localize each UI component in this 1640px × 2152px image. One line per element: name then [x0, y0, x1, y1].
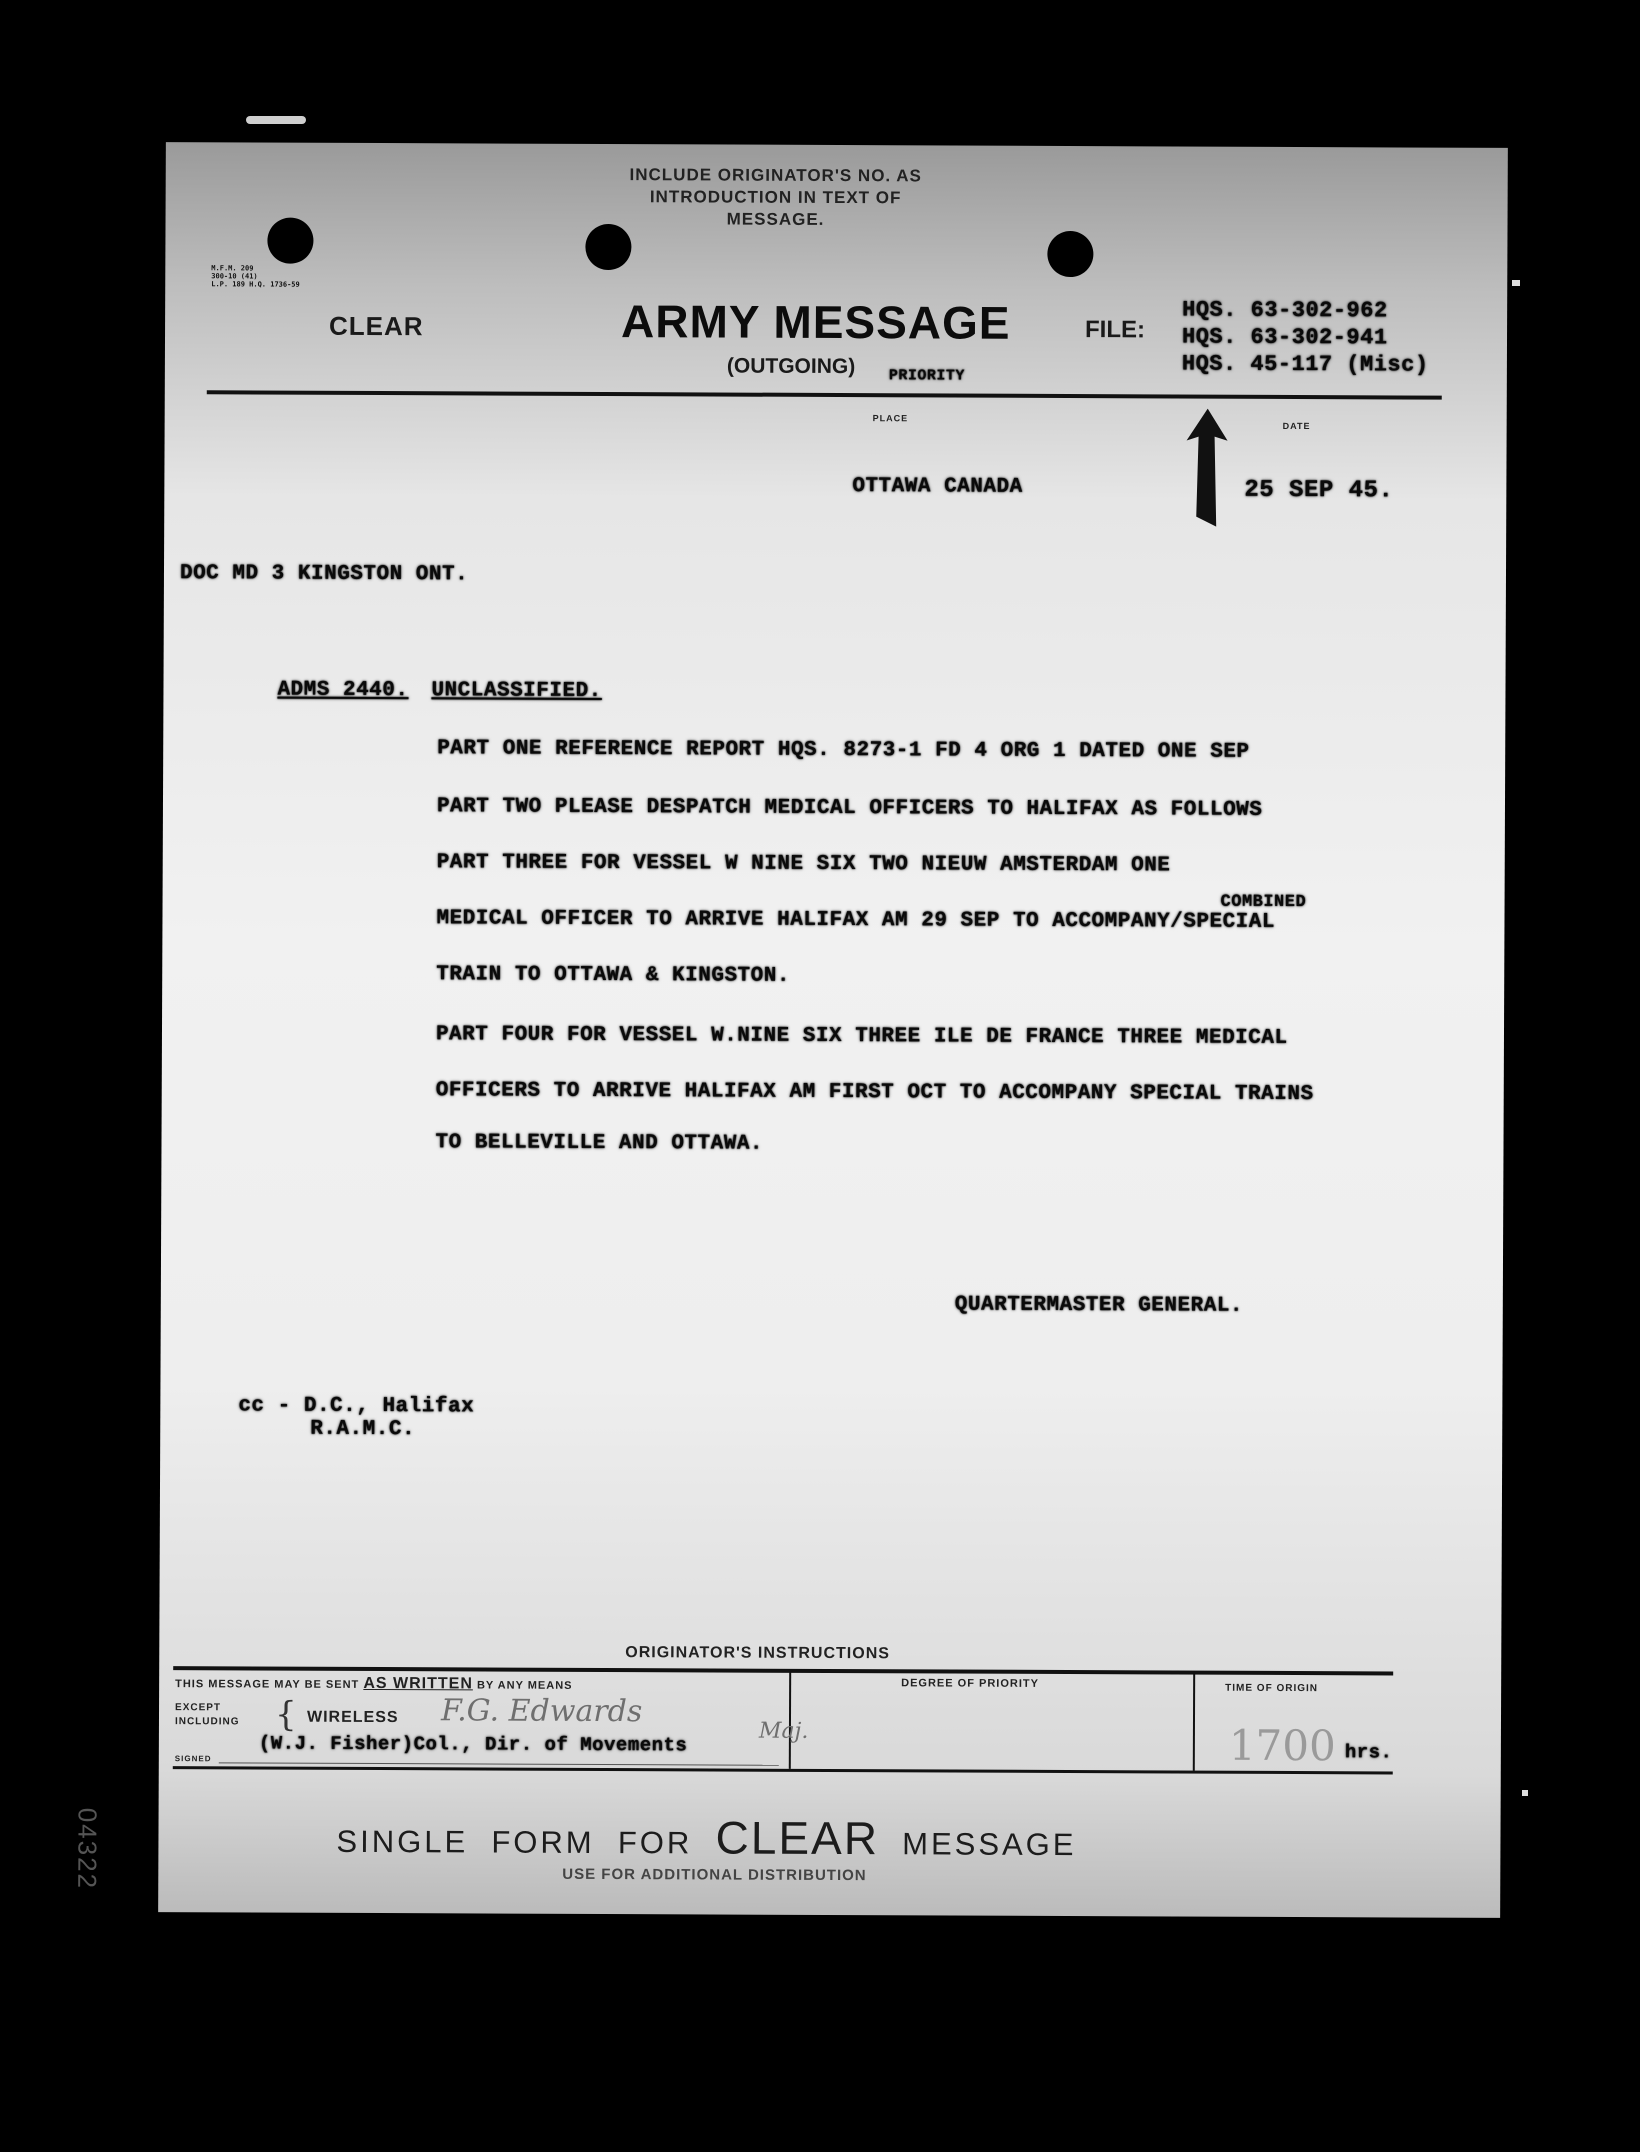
scan-speck — [246, 116, 306, 124]
message-number: ADMS 2440. — [277, 678, 409, 703]
scan-speck — [1512, 280, 1520, 286]
wireless-label: WIRELESS — [306, 1708, 399, 1727]
form-title: ARMY MESSAGE — [620, 295, 1011, 349]
margin-number: 04322 — [72, 1807, 103, 1891]
send-means-label: THIS MESSAGE MAY BE SENT AS WRITTEN BY ANY MEANS — [175, 1674, 573, 1693]
signed-typed-name: (W.J. Fisher)Col., Dir. of Movements — [258, 1732, 688, 1757]
message-line: MEDICAL OFFICER TO ARRIVE HALIFAX AM 29 SEP TO ACCOMPANY/SPECIAL — [436, 907, 1276, 934]
place-label: PLACE — [872, 413, 909, 424]
message-insertion: COMBINED — [1220, 892, 1307, 913]
punch-hole — [267, 218, 313, 264]
form-subtitle: (OUTGOING) — [726, 354, 856, 379]
instructions-bottom-rule — [173, 1766, 1393, 1774]
punch-hole — [1047, 231, 1093, 277]
punch-hole — [585, 224, 631, 270]
form-codes: M.F.M. 209 300-10 (41) L.P. 189 H.Q. 1736-59 — [211, 264, 300, 289]
scan-speck — [1522, 1790, 1528, 1796]
including-label: INCLUDING — [174, 1716, 240, 1728]
message-line: TRAIN TO OTTAWA & KINGSTON. — [436, 963, 791, 988]
handwritten-rank: Maj. — [758, 1718, 809, 1744]
message-line: TO BELLEVILLE AND OTTAWA. — [435, 1131, 764, 1156]
signed-label: SIGNED — [174, 1754, 212, 1764]
degree-of-priority-label: DEGREE OF PRIORITY — [901, 1677, 1039, 1690]
addressee: DOC MD 3 KINGSTON ONT. — [179, 562, 469, 587]
security-classification: CLEAR — [329, 310, 424, 342]
message-line: PART THREE FOR VESSEL W NINE SIX TWO NIEUW AMSTERDAM ONE — [436, 851, 1171, 878]
hours-label: hrs. — [1344, 1741, 1393, 1764]
handwritten-signature: F.G. Edwards — [440, 1693, 643, 1730]
file-label: FILE: — [1084, 316, 1146, 344]
message-line: OFFICERS TO ARRIVE HALIFAX AM FIRST OCT TO ACCOMPANY SPECIAL TRAINS — [435, 1079, 1314, 1107]
time-of-origin-label: TIME OF ORIGIN — [1225, 1682, 1319, 1695]
brace: { — [274, 1694, 297, 1735]
message-form-sheet — [72, 142, 1508, 1918]
date-label: DATE — [1282, 420, 1311, 432]
originator-instructions-heading: ORIGINATOR'S INSTRUCTIONS — [625, 1644, 890, 1663]
instructions-divider — [1193, 1673, 1195, 1771]
copy-distribution: cc - D.C., Halifax R.A.M.C. — [238, 1394, 475, 1442]
message-line: PART FOUR FOR VESSEL W.NINE SIX THREE ILE DE FRANCE THREE MEDICAL — [435, 1023, 1288, 1050]
except-label: EXCEPT — [175, 1702, 222, 1714]
file-references: HQS. 63-302-962 HQS. 63-302-941 HQS. 45-117 (Misc) — [1181, 297, 1429, 378]
time-of-origin: 1700 — [1228, 1720, 1336, 1771]
signed-line — [219, 1762, 779, 1765]
footer-subtitle: USE FOR ADDITIONAL DISTRIBUTION — [562, 1865, 867, 1885]
originator-number-instruction: INCLUDE ORIGINATOR'S NO. AS INTRODUCTION IN TEXT OF MESSAGE. — [629, 165, 922, 229]
form-footer: SINGLE FORM FOR CLEAR MESSAGE — [336, 1811, 1077, 1865]
arrow-up-icon — [1182, 409, 1233, 529]
message-classification: UNCLASSIFIED. — [431, 679, 602, 703]
message-line: PART ONE REFERENCE REPORT HQS. 8273-1 FD 4 ORG 1 DATED ONE SEP — [437, 737, 1250, 764]
signature-block: QUARTERMASTER GENERAL. — [954, 1293, 1244, 1318]
priority-stamp: PRIORITY — [888, 367, 965, 385]
date: 25 SEP 45. — [1244, 476, 1394, 505]
message-line: PART TWO PLEASE DESPATCH MEDICAL OFFICERS TO HALIFAX AS FOLLOWS — [436, 795, 1263, 822]
place: OTTAWA CANADA — [852, 475, 1023, 499]
header-rule — [207, 390, 1442, 399]
